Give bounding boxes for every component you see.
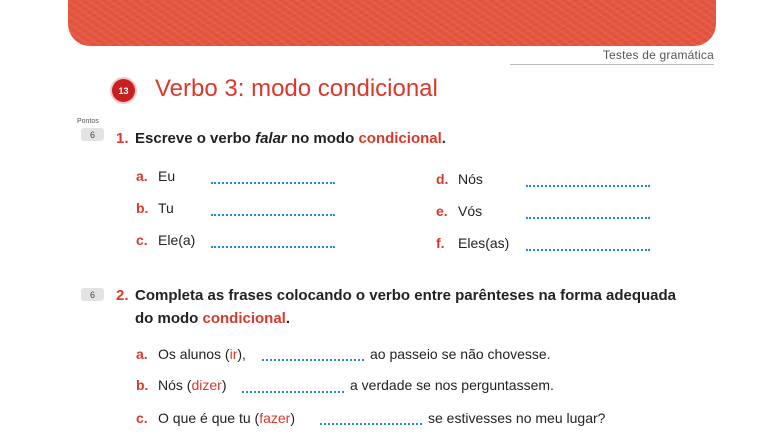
q1-item-f-pronoun: Eles(as) [458, 235, 510, 251]
q1-item-e-answer-blank[interactable] [526, 217, 650, 219]
q1-item-d-letter: d. [436, 171, 449, 187]
q1-item-a-pronoun: Eu [158, 168, 176, 184]
page-title: Verbo 3: modo condicional [155, 75, 438, 102]
q2-item-a-answer-blank[interactable] [262, 359, 364, 361]
q1-instruction: Escreve o verbo falar no modo condicional. [135, 130, 446, 147]
q1-item-d-answer-blank[interactable] [526, 185, 650, 187]
q1-item-e-letter: e. [436, 203, 448, 219]
q1-item-c-letter: c. [136, 232, 148, 248]
q2-item-c-rest: se estivesses no meu lugar? [428, 410, 606, 426]
q1-item-f-letter: f. [436, 235, 445, 251]
q2-item-c-answer-blank[interactable] [320, 423, 422, 425]
q1-item-b-answer-blank[interactable] [211, 214, 335, 216]
q1-points-badge: 6 [81, 128, 104, 141]
header-banner [68, 0, 716, 46]
q1-item-c-answer-blank[interactable] [211, 246, 335, 248]
q1-item-c-pronoun: Ele(a) [158, 232, 196, 248]
q2-points-badge: 6 [81, 288, 104, 301]
q1-item-a-answer-blank[interactable] [211, 182, 335, 184]
q2-item-c-prompt: O que é que tu (fazer) [158, 410, 295, 426]
test-number-badge: 13 [112, 79, 135, 102]
q1-item-f-answer-blank[interactable] [526, 249, 650, 251]
q1-item-b-pronoun: Tu [158, 200, 174, 216]
points-label: Pontos [77, 118, 99, 125]
q2-item-a-prompt: Os alunos (ir), [158, 346, 246, 362]
q2-item-c-letter: c. [136, 410, 148, 426]
q1-item-b-letter: b. [136, 200, 149, 216]
section-header: Testes de gramática [602, 48, 714, 62]
q2-item-a-letter: a. [136, 346, 148, 362]
q1-item-a-letter: a. [136, 168, 148, 184]
q1-number: 1. [116, 130, 129, 147]
q1-item-d-pronoun: Nós [458, 171, 483, 187]
q2-instruction-line1: Completa as frases colocando o verbo entre parênteses na forma adequada [135, 287, 677, 304]
q2-item-b-letter: b. [136, 377, 149, 393]
q2-item-a-rest: ao passeio se não chovesse. [370, 346, 551, 362]
q2-item-b-rest: a verdade se nos perguntassem. [350, 377, 554, 393]
q2-number: 2. [116, 287, 129, 304]
q2-item-b-answer-blank[interactable] [242, 391, 344, 393]
header-divider [510, 64, 714, 65]
q2-instruction-line2: do modo condicional. [135, 310, 291, 327]
q1-item-e-pronoun: Vós [458, 203, 483, 219]
q2-item-b-prompt: Nós (dizer) [158, 377, 227, 393]
